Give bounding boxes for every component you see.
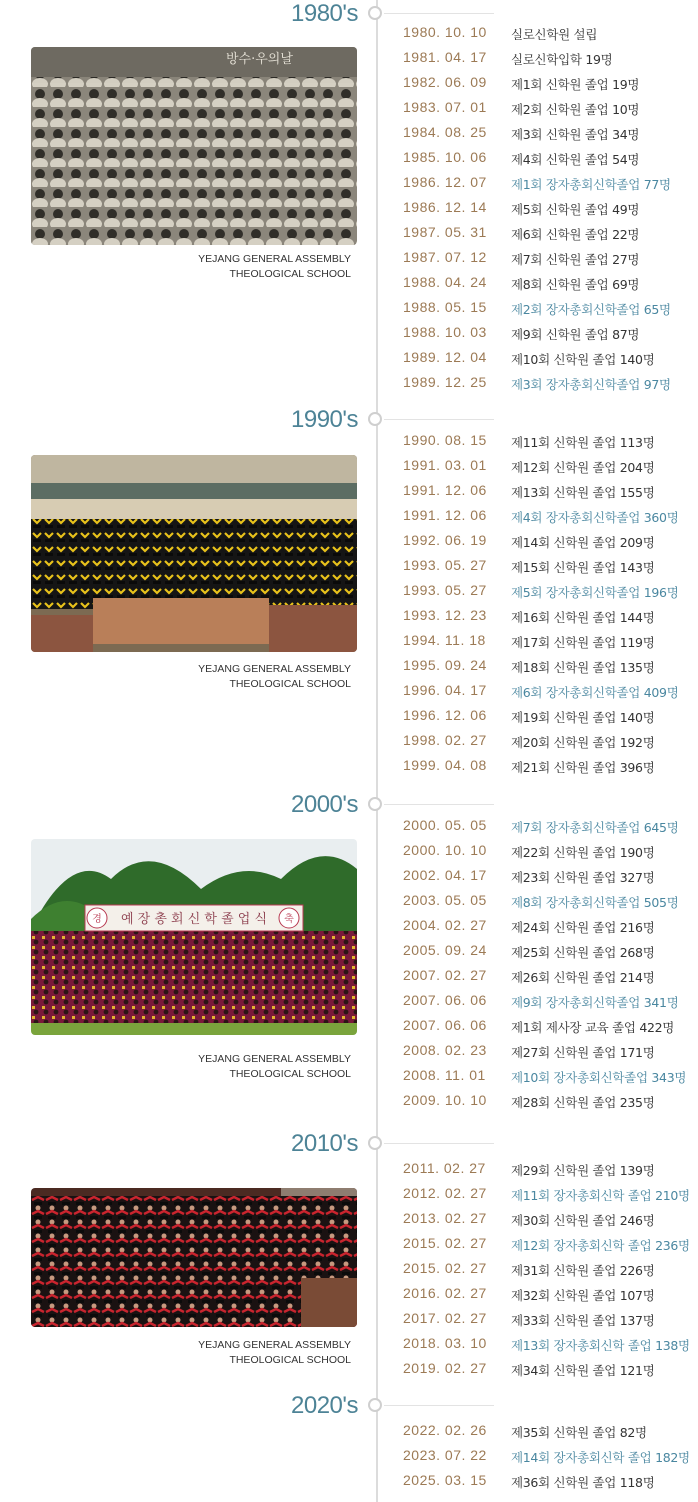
caption-line-1: YEJANG GENERAL ASSEMBLY [198, 663, 351, 675]
photo-1990s-ceremony [31, 455, 357, 652]
banner-text-1980: 방수·우의날 [226, 52, 293, 67]
caption-line-1: YEJANG GENERAL ASSEMBLY [198, 1053, 351, 1065]
banner-text: 예 장 총 회 신 학 졸 업 식 [120, 912, 268, 927]
caption-line-2: THEOLOGICAL SCHOOL [229, 678, 351, 690]
photo-1980s-group [31, 47, 357, 245]
decade-divider [384, 1143, 494, 1144]
decade-label: 2000's [291, 791, 358, 818]
decade-divider [384, 419, 494, 420]
photo-caption [91, 662, 351, 692]
history-timeline: 1980's 방수·우의날 YEJANG GENERAL ASSEMBLY THEOLOGICAL SCHOOL 1980. 10. 10 실로신학원 설립 1981. 04. 17 실로신학입학 19명 1982. 06. 09 제1회 신학원 졸업 19명 1983. 07. 01 제2회 신학원 졸업 10명 1984. 08. 25 제3회 신학원 졸업 34명 1985. 10. 06 제4회 신학원 졸업 54명 1986. 12. 07 제1회 장자총회신학졸업 77명 1986. 12. 14 제5회 신학원 졸업 49명 1987. 05. 31 제6회 신학원 졸업 22명 1987. 07. 12 제7회 신학원 졸업 27명 1988. 04. 24 제8회 신학원 졸업 69명 1988. 05. 15 제2회 장자총회신학졸업 65명 1988. 10. 03 제9회 신학원 졸업 87명 1989. 12. 04 제10회 신학원 졸업 140명 1989. 12. 25 제3회 장자총회신학졸업 97명 1990's YEJANG GENERAL ASSEMBLY THEOLOGICAL SCHOOL 1990. 08. 15 제11회 신학원 졸업 113명 1991. 03. 01 제12회 신학원 졸업 204명 1991. 12. 06 제13회 신학원 졸업 155명 1991. 12. 06 제4회 장자총회신학졸업 360명 1992. 06. 19 제14회 신학원 졸업 209명 1993. 05. 27 제15회 신학원 졸업 143명 1993. 05. 27 제5회 장자총회신학졸업 196명 1993. 12. 23 제16회 신학원 졸업 144명 1994. 11. 18 제17회 신학원 졸업 119명 1995. 09. 24 제18회 신학원 졸업 135명 1996. 04. 17 제6회 장자총회신학졸업 409명 1996. 12. 06 제19회 신학원 졸업 140명 1998. 02. 27 제20회 신학원 졸업 192명 1999. 04. 08 제21회 신학원 졸업 396명 2000's 예 장 총 회 신 학 졸 업 식 경 축 YEJANG GENERAL ASSEMBLY THEOLOGICAL SCHOOL 2000. 05. 05 제7회 장자총회신학졸업 645명 2000. 10. 10 제22회 신학원 졸업 190명 2002. 04. 17 제23회 신학원 졸업 327명 2003. 05. 05 제8회 장자총회신학졸업 505명 2004. 02. 27 제24회 신학원 졸업 216명 2005. 09. 24 제25회 신학원 졸업 268명 2007. 02. 27 제26회 신학원 졸업 214명 2007. 06. 06 제9회 장자총회신학졸업 341명 2007. 06. 06 제1회 제사장 교육 졸업 422명 2008. 02. 23 제27회 신학원 졸업 171명 2008. 11. 01 제10회 장자총회신학졸업 343명 2009. 10. 10 제28회 신학원 졸업 235명 2010's YEJANG GENERAL ASSEMBLY THEOLOGICAL SCHOOL 2011. 02. 27 제29회 신학원 졸업 139명 2012. 02. 27 제11회 장자총회신학 졸업 210명 2013. 02. 27 제30회 신학원 졸업 246명 2015. 02. 27 제12회 장자총회신학 졸업 236명 2015. 02. 27 제31회 신학원 졸업 226명 2016. 02. 27 제32회 신학원 졸업 107명 2017. 02. 27 제33회 신학원 졸업 137명 2018. 03. 10 제13회 장자총회신학 졸업 138명 2019. 02. 27 제34회 신학원 졸업 121명 2020's 2022. 02. 26 제35회 신학원 졸업 82명 2023. 07. 22 제14회 장자총회신학 졸업 182명 2025. 03. 15 제36회 신학원 졸업 118명 [0, 0, 698, 1502]
caption-line-2: THEOLOGICAL SCHOOL [229, 1354, 351, 1366]
decade-label: 2020's [291, 1392, 358, 1419]
caption-line-2: THEOLOGICAL SCHOOL [229, 1068, 351, 1080]
decade-label: 1980's [291, 0, 358, 27]
photo-2010s-hall [31, 1188, 357, 1327]
photo-2000s-outdoor [31, 839, 357, 1035]
caption-line-1: YEJANG GENERAL ASSEMBLY [198, 253, 351, 265]
photo-caption [91, 1052, 351, 1082]
decade-divider [384, 1405, 494, 1406]
decade-divider [384, 804, 494, 805]
photo-caption [91, 1338, 351, 1368]
timeline-node [368, 412, 382, 426]
photo-caption [91, 252, 351, 282]
caption-line-2: THEOLOGICAL SCHOOL [229, 268, 351, 280]
timeline-node [368, 1136, 382, 1150]
decade-label: 1990's [291, 406, 358, 433]
caption-line-1: YEJANG GENERAL ASSEMBLY [198, 1339, 351, 1351]
timeline-node [368, 6, 382, 20]
timeline-node [368, 797, 382, 811]
timeline-node [368, 1398, 382, 1412]
decade-divider [384, 13, 494, 14]
decade-label: 2010's [291, 1130, 358, 1157]
banner-mark-left: 경 [92, 914, 102, 925]
timeline-axis [376, 0, 378, 1502]
banner-mark-right: 축 [284, 914, 294, 925]
